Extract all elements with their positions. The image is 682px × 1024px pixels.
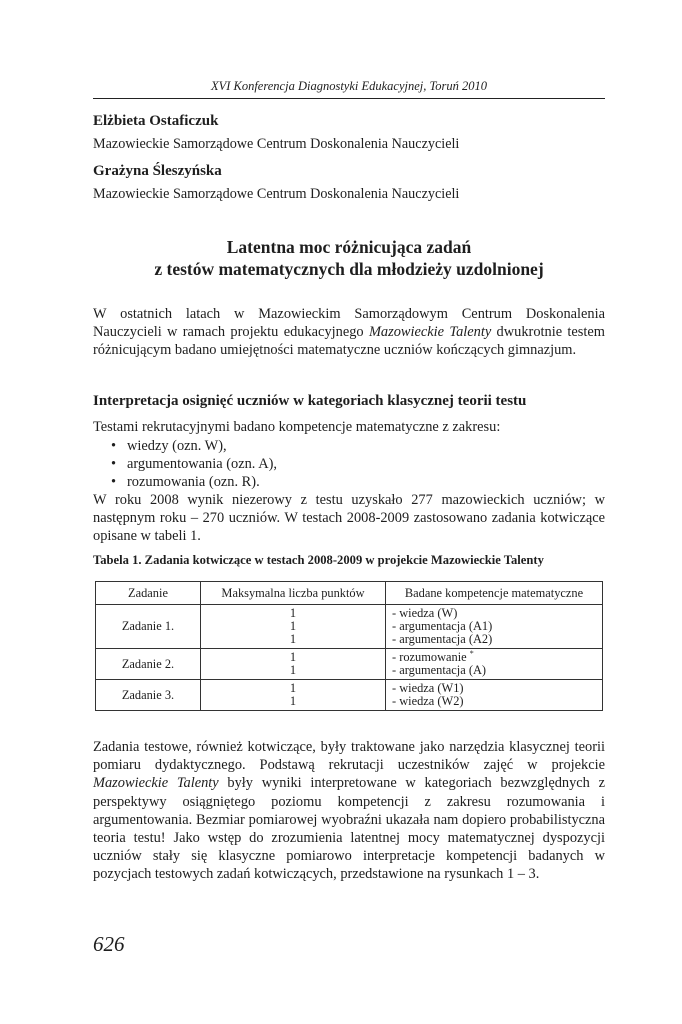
competence-value: - wiedza (W2) [392, 694, 464, 708]
intro-text: W ostatnich latach w Mazowieckim Samorządowym Centrum Doskonalenia Nauczycieli w ramach projektu edukacyjnego [93, 306, 605, 341]
points-value: 1 [289, 663, 297, 677]
competence-value: - rozumowanie [392, 650, 467, 664]
points-value: 1 [289, 606, 297, 620]
intro-text: dwukrotnie testem różnicującym badano umiejętności matematyczne uczniów kończących gimnazjum. [93, 324, 605, 359]
closing-text: były wyniki interpretowane w kategoriach bezwzględnych z perspektywy osiągniętego poziomu kompetencji z zakresu rozumowania i argumentowania. Bezmiar pomiarowej wyobraźni ukazała nam dopiero probabilistyczna teoria testu! Jako wstęp do zrozumienia latentnej mocy matematycznej dyspozycji uczniów stały się klasyczne pomiarowo interpretacje kompetencji badanych w pozycjach testowych zadań kotwiczących, przedstawione na rysunkach 1 – 3. [93, 775, 605, 883]
points-value: 1 [289, 619, 297, 633]
competence-value: - argumentacja (A1) [392, 619, 493, 633]
footnote-mark: * [469, 648, 474, 658]
competences-cell [386, 649, 603, 680]
table-header-row [96, 582, 603, 605]
author-name: Elżbieta Ostaficzuk [93, 113, 219, 129]
article-title [93, 236, 605, 280]
competence-value: - wiedza (W1) [392, 681, 464, 695]
table-caption: Tabela 1. Zadania kotwiczące w testach 2008-2009 w projekcie Mazowieckie Talenty [93, 553, 544, 567]
points-value: 1 [289, 632, 297, 646]
competence-value: - wiedza (W) [392, 606, 458, 620]
author-affiliation: Mazowieckie Samorządowe Centrum Doskonalenia Nauczycieli [93, 186, 460, 202]
task-cell: Zadanie 3. [96, 680, 201, 711]
competences-cell [386, 605, 603, 649]
header-rule [93, 98, 605, 99]
task-cell: Zadanie 2. [96, 649, 201, 680]
running-head: XVI Konferencja Diagnostyki Edukacyjnej, Toruń 2010 [210, 79, 488, 93]
results-paragraph: W roku 2008 wynik niezerowy z testu uzyskało 277 mazowieckich uczniów; w następnym roku – 270 uczniów. W testach 2008-2009 zastosowano zadania kotwiczące opisane w tabeli 1. [93, 492, 605, 545]
competence-list [111, 437, 277, 491]
table-row [96, 605, 603, 649]
column-header: Maksymalna liczba punktów [201, 582, 386, 605]
section-heading: Interpretacja osignięć uczniów w kategoriach klasycznej teorii testu [93, 393, 527, 409]
points-cell [201, 680, 386, 711]
list-item: • wiedzy (ozn. W), [111, 437, 277, 455]
points-cell [201, 605, 386, 649]
table-row [96, 649, 603, 680]
intro-paragraph [93, 305, 605, 360]
list-item: • argumentowania (ozn. A), [111, 455, 277, 473]
page-number: 626 [93, 932, 125, 956]
project-name: Mazowieckie Talenty [368, 324, 492, 341]
points-value: 1 [289, 650, 297, 664]
closing-paragraph [93, 738, 605, 884]
anchor-tasks-table [95, 581, 603, 711]
task-cell: Zadanie 1. [96, 605, 201, 649]
column-header: Zadanie [96, 582, 201, 605]
competence-value: - argumentacja (A2) [392, 632, 493, 646]
author-affiliation: Mazowieckie Samorządowe Centrum Doskonalenia Nauczycieli [93, 136, 460, 152]
article-title-line: Latentna moc różnicująca zadań [226, 237, 472, 257]
competence-intro: Testami rekrutacyjnymi badano kompetencje matematyczne z zakresu: [93, 419, 501, 435]
list-item: • rozumowania (ozn. R). [111, 473, 277, 491]
points-cell [201, 649, 386, 680]
project-name: Mazowieckie Talenty [93, 775, 219, 792]
column-header: Badane kompetencje matematyczne [386, 582, 603, 605]
competences-cell [386, 680, 603, 711]
points-value: 1 [289, 694, 297, 708]
competence-value: - argumentacja (A) [392, 663, 487, 677]
article-title-line: z testów matematycznych dla młodzieży uzdolnionej [154, 259, 544, 279]
author-name: Grażyna Śleszyńska [93, 163, 222, 179]
table-row [96, 680, 603, 711]
points-value: 1 [289, 681, 297, 695]
closing-text: Zadania testowe, również kotwiczące, były traktowane jako narzędzia klasycznej teorii pomiaru dydaktycznego. Podstawą rekrutacji uczestników zajęć w projekcie [93, 739, 605, 774]
